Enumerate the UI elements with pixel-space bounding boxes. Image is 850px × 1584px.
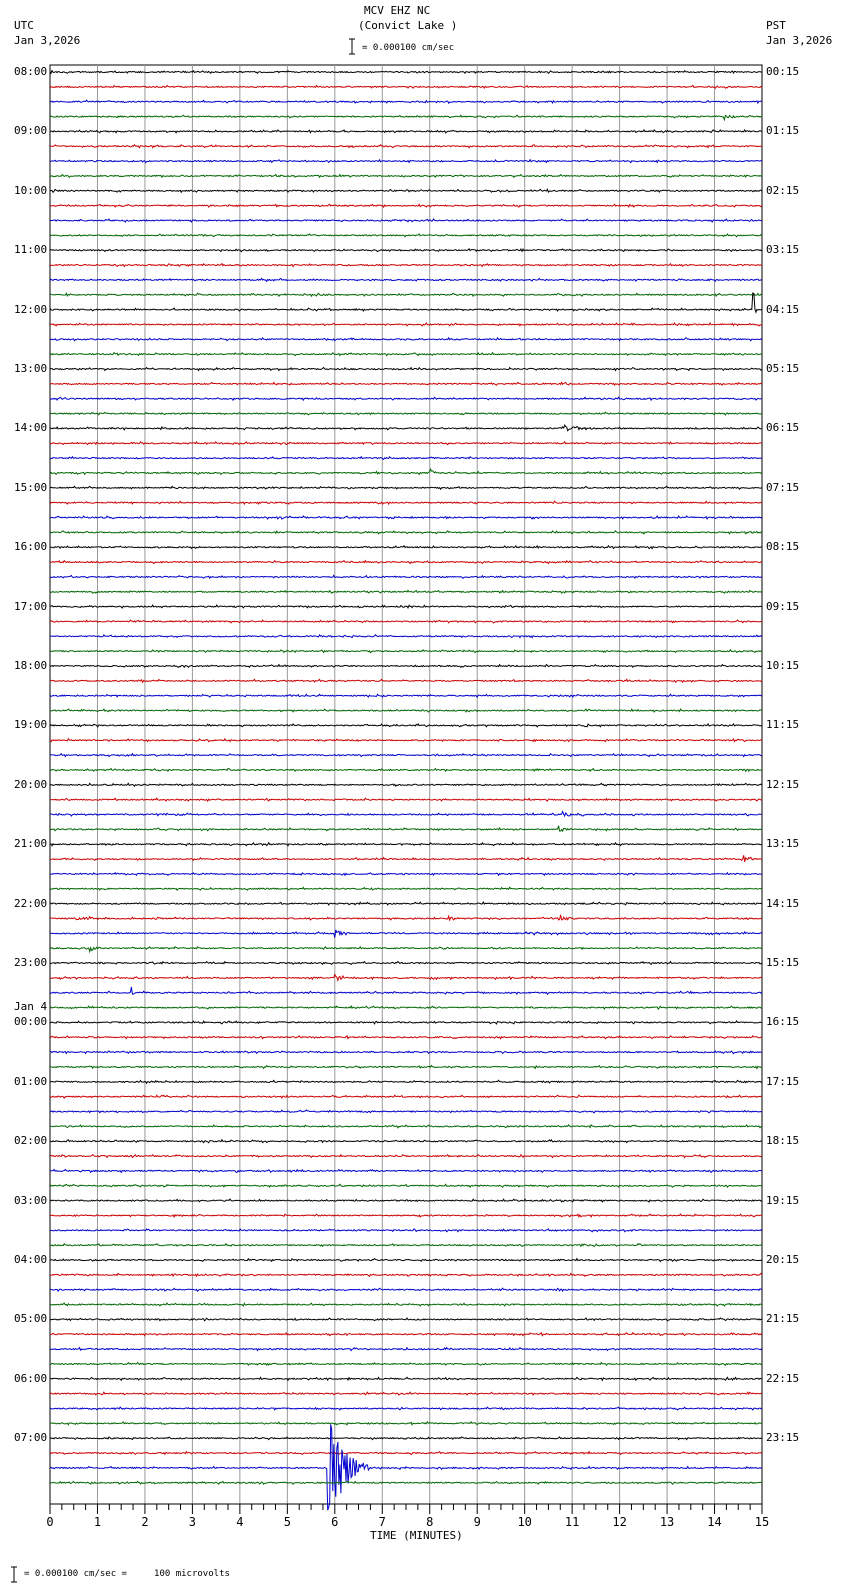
x-tick-label: 15 <box>754 1515 770 1529</box>
utc-hour-label: 10:00 <box>14 183 48 197</box>
x-tick-label: 2 <box>141 1515 149 1529</box>
utc-hour-label: 03:00 <box>14 1193 48 1207</box>
trace-line <box>50 531 762 534</box>
pst-hour-label: 13:15 <box>766 837 800 851</box>
trace-line <box>50 902 762 905</box>
trace-line <box>50 1036 762 1039</box>
x-tick-label: 11 <box>564 1515 580 1529</box>
pst-hour-label: 08:15 <box>766 540 800 554</box>
pst-hour-label: 01:15 <box>766 124 800 138</box>
pst-hour-label: 16:15 <box>766 1015 800 1029</box>
trace-line <box>50 887 762 890</box>
trace-line <box>50 987 762 994</box>
utc-hour-label: 02:00 <box>14 1134 48 1148</box>
trace-line <box>50 679 762 682</box>
trace-line <box>50 1422 762 1425</box>
trace-line <box>50 1155 762 1158</box>
trace-line <box>50 1348 762 1351</box>
pst-hour-label: 19:15 <box>766 1193 800 1207</box>
pst-hour-label: 10:15 <box>766 659 800 672</box>
trace-line <box>50 1452 762 1455</box>
pst-hour-label: 22:15 <box>766 1371 800 1385</box>
trace-line <box>50 353 762 356</box>
trace-line <box>50 234 762 237</box>
trace-line <box>50 843 762 846</box>
trace-line <box>50 1080 762 1083</box>
trace-line <box>50 1214 762 1217</box>
pst-hour-label: 05:15 <box>766 362 800 375</box>
trace-line <box>50 665 762 668</box>
pst-hour-label: 09:15 <box>766 599 800 613</box>
x-tick-label: 8 <box>426 1515 434 1529</box>
x-tick-label: 3 <box>188 1515 197 1529</box>
pst-hour-label: 15:15 <box>766 956 800 969</box>
trace-line <box>50 930 762 938</box>
trace-line <box>50 1377 762 1380</box>
trace-line <box>50 1407 762 1410</box>
trace-line <box>50 650 762 653</box>
trace-line <box>50 1363 762 1366</box>
trace-line <box>50 469 762 474</box>
trace-line <box>50 724 762 727</box>
trace-line <box>50 709 762 712</box>
trace-line <box>50 323 762 326</box>
trace-line <box>50 947 762 952</box>
trace-line <box>50 1259 762 1262</box>
pst-hour-label: 17:15 <box>766 1074 800 1088</box>
trace-line <box>50 962 762 965</box>
trace-line <box>50 145 762 148</box>
x-tick-label: 13 <box>659 1515 675 1529</box>
x-tick-label: 0 <box>46 1515 54 1529</box>
pst-hour-label: 03:15 <box>766 243 800 257</box>
trace-line <box>50 249 762 252</box>
trace-line <box>50 516 762 519</box>
x-tick-label: 14 <box>707 1515 722 1529</box>
utc-hour-label: 08:00 <box>14 65 48 78</box>
trace-line <box>50 635 762 638</box>
utc-hour-label: 09:00 <box>14 124 48 138</box>
pst-hour-label: 11:15 <box>766 718 800 732</box>
trace-line <box>50 1184 762 1187</box>
trace-line <box>50 694 762 697</box>
trace-line <box>50 1229 762 1232</box>
trace-line <box>50 1333 762 1336</box>
trace-line <box>50 975 762 981</box>
x-tick-label: 7 <box>378 1515 386 1529</box>
trace-line <box>50 1392 762 1395</box>
utc-hour-label: 07:00 <box>14 1431 48 1445</box>
trace-line <box>50 85 762 88</box>
utc-hour-label: 16:00 <box>14 540 48 554</box>
utc-hour-label: 11:00 <box>14 243 48 257</box>
trace-line <box>50 382 762 385</box>
trace-line <box>50 855 762 862</box>
trace-line <box>50 561 762 564</box>
trace-line <box>50 1273 762 1276</box>
utc-hour-label: 22:00 <box>14 896 48 910</box>
trace-line <box>50 457 762 460</box>
trace-line <box>50 100 762 103</box>
utc-hour-label: 23:00 <box>14 956 48 969</box>
trace-line <box>50 783 762 786</box>
utc-hour-label: 18:00 <box>14 659 48 672</box>
trace-line <box>50 1095 762 1098</box>
trace-line <box>50 739 762 742</box>
trace-line <box>50 1066 762 1069</box>
utc-hour-label: 06:00 <box>14 1371 48 1385</box>
utc-label: UTC <box>14 19 34 32</box>
trace-line <box>50 1125 762 1128</box>
trace-line <box>50 1318 762 1321</box>
trace-line <box>50 1021 762 1024</box>
pst-hour-label: 02:15 <box>766 183 800 197</box>
x-tick-label: 5 <box>283 1515 291 1529</box>
trace-line <box>50 160 762 163</box>
station-title: MCV EHZ NC <box>364 4 431 17</box>
trace-line <box>50 1437 762 1440</box>
footer-scale-label: = 0.000100 cm/sec = 100 microvolts <box>24 1569 230 1579</box>
utc-hour-label: 04:00 <box>14 1253 48 1266</box>
utc-hour-label: 17:00 <box>14 599 48 613</box>
pst-hour-label: 18:15 <box>766 1134 800 1148</box>
trace-line <box>50 501 762 504</box>
utc-hour-label: 14:00 <box>14 421 48 435</box>
x-tick-label: 12 <box>612 1515 627 1529</box>
x-tick-label: 10 <box>517 1515 532 1529</box>
trace-line <box>50 115 762 120</box>
pst-date: Jan 3,2026 <box>766 34 833 47</box>
pst-hour-label: 06:15 <box>766 421 800 435</box>
trace-line <box>50 264 762 267</box>
x-tick-label: 4 <box>236 1515 244 1529</box>
trace-line <box>50 1140 762 1143</box>
trace-line <box>50 1199 762 1202</box>
trace-line <box>50 293 762 296</box>
trace-line <box>50 590 762 593</box>
trace-line <box>50 425 762 431</box>
trace-line <box>50 1303 762 1306</box>
utc-hour-label: 20:00 <box>14 777 48 791</box>
trace-line <box>50 1244 762 1247</box>
utc-hour-label: 05:00 <box>14 1312 48 1326</box>
utc-hour-label: 21:00 <box>14 837 48 851</box>
trace-line <box>50 812 762 816</box>
trace-line <box>50 189 762 192</box>
trace-line <box>50 1006 762 1009</box>
trace-line <box>50 1170 762 1173</box>
trace-line <box>50 873 762 876</box>
pst-hour-label: 14:15 <box>766 896 800 910</box>
trace-line <box>50 71 762 74</box>
trace-line <box>50 412 762 415</box>
scale-label: = 0.000100 cm/sec <box>362 43 455 53</box>
trace-line <box>50 175 762 178</box>
trace-line <box>50 338 762 341</box>
trace-line <box>50 1288 762 1291</box>
trace-line <box>50 130 762 133</box>
trace-line <box>50 620 762 623</box>
pst-hour-label: 20:15 <box>766 1253 800 1266</box>
trace-line <box>50 278 762 281</box>
trace-line <box>50 486 762 489</box>
x-axis-title: TIME (MINUTES) <box>370 1529 463 1542</box>
trace-line <box>50 1481 762 1484</box>
trace-line <box>50 219 762 222</box>
trace-line <box>50 1051 762 1054</box>
utc-hour-label: 19:00 <box>14 718 48 732</box>
utc-hour-label: 13:00 <box>14 362 48 375</box>
trace-line <box>50 605 762 608</box>
utc-date: Jan 3,2026 <box>14 34 81 47</box>
utc-hour-label: 15:00 <box>14 480 48 494</box>
trace-line <box>50 442 762 445</box>
trace-line <box>50 368 762 371</box>
trace-line <box>50 204 762 207</box>
trace-line <box>50 826 762 831</box>
trace-line <box>50 546 762 549</box>
pst-label: PST <box>766 19 786 32</box>
footer-scale-bar-icon <box>11 1567 17 1582</box>
trace-line <box>50 575 762 578</box>
x-tick-label: 1 <box>93 1515 102 1529</box>
utc-hour-label: 01:00 <box>14 1074 48 1088</box>
utc-hour-label: 12:00 <box>14 302 48 316</box>
x-tick-label: 9 <box>473 1515 481 1529</box>
trace-line <box>50 915 762 920</box>
pst-hour-label: 04:15 <box>766 302 800 316</box>
trace-line <box>50 397 762 400</box>
x-tick-label: 6 <box>331 1515 339 1529</box>
day-change-label: Jan 4 <box>14 1000 48 1014</box>
trace-line <box>50 293 762 312</box>
trace-line <box>50 769 762 772</box>
pst-hour-label: 07:15 <box>766 480 800 494</box>
trace-line <box>50 798 762 801</box>
station-location: (Convict Lake ) <box>358 19 458 32</box>
trace-line <box>50 754 762 757</box>
pst-hour-label: 12:15 <box>766 777 800 791</box>
utc-hour-label: 00:00 <box>14 1015 48 1029</box>
pst-hour-label: 00:15 <box>766 65 800 78</box>
scale-bar-icon <box>349 39 355 54</box>
pst-hour-label: 23:15 <box>766 1431 800 1445</box>
trace-line <box>50 1110 762 1113</box>
pst-hour-label: 21:15 <box>766 1312 800 1326</box>
